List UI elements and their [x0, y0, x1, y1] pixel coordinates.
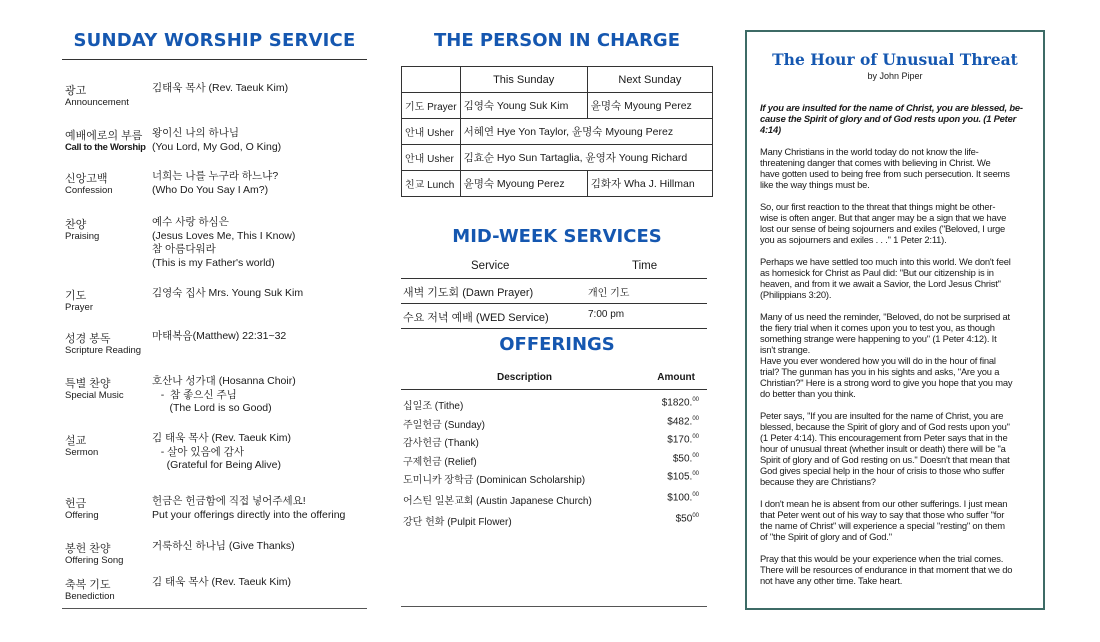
article-paragraph-line: threatening danger that comes with believing in Christ. We — [760, 157, 991, 168]
offerings-table — [401, 367, 707, 530]
midweek-title: MID-WEEK SERVICES — [452, 226, 662, 247]
worship-item-en: Prayer — [65, 302, 93, 313]
charge-role: 안내 Usher — [402, 119, 461, 145]
offerings-rows — [401, 390, 707, 530]
article-quote-line: 4:14) — [760, 124, 781, 135]
worship-item-en: Confession — [65, 185, 113, 196]
charge-col-next: Next Sunday — [587, 67, 712, 93]
article-paragraph-line: Perhaps we have settled too much into this world. We don't feel — [760, 256, 1011, 267]
offering-amount-cents: 00 — [692, 491, 699, 498]
offering-amount-main: $50 — [675, 513, 693, 525]
worship-item-detail-line: - 살아 있음에 감사 — [152, 445, 245, 458]
offerings-title: OFFERINGS — [499, 334, 615, 355]
worship-item-detail-line: (Jesus Loves Me, This I Know) — [152, 229, 296, 242]
midweek-col-time: Time — [632, 260, 658, 272]
article-paragraph-line: you as sojourners and exiles . . ." 1 Peter 2:11). — [760, 234, 947, 245]
worship-item-detail-line: 거룩하신 하나님 (Give Thanks) — [152, 540, 295, 552]
offering-amount — [667, 471, 699, 482]
worship-item-detail-line: 김태욱 목사 (Rev. Taeuk Kim) — [152, 82, 289, 94]
worship-item-en: Special Music — [65, 390, 124, 401]
worship-item-detail-line: 왕이신 나의 하나님 — [152, 127, 239, 139]
charge-this: 김영숙 Young Suk Kim — [460, 93, 587, 119]
article-paragraph-line: God gives special help in the hour of crisis to those who suffer — [760, 465, 1005, 476]
worship-item-en: Offering — [65, 510, 99, 521]
worship-item-en: Offering Song — [65, 555, 124, 566]
worship-item-detail — [152, 540, 295, 554]
offering-row — [401, 451, 707, 470]
worship-item-detail — [152, 216, 295, 270]
worship-item-detail-line: 김 태욱 목사 (Rev. Taeuk Kim) — [152, 576, 292, 588]
worship-item-detail — [152, 432, 291, 473]
offering-amount — [662, 397, 699, 408]
worship-item-detail-line: (Grateful for Being Alive) — [152, 459, 281, 471]
charge-row — [402, 93, 713, 119]
midweek-col-service: Service — [471, 260, 510, 272]
offering-row — [401, 432, 707, 451]
worship-item-ko: 광고 — [65, 85, 87, 97]
offering-amount-cents: 00 — [692, 397, 699, 403]
article-paragraph — [760, 201, 1042, 245]
article-paragraph — [760, 410, 1042, 487]
offering-amount-main: $482. — [667, 415, 693, 427]
offering-amount-main: $100. — [667, 491, 693, 503]
worship-item-detail-line: (You Lord, My God, O King) — [152, 140, 282, 153]
article-paragraph-line: that Peter went out of his way to say that those who suffer "for — [760, 509, 1005, 520]
article-paragraph-line: the fiery trial when it comes upon you to test you, as though — [760, 322, 995, 333]
charge-role: 친교 Lunch — [402, 171, 461, 197]
article-paragraph-line: I don't mean he is absent from our other sufferings. I just mean — [760, 498, 1008, 509]
offering-row — [401, 395, 707, 414]
worship-item-ko: 찬양 — [65, 219, 87, 231]
article-paragraph-line: So, our first reaction to the threat that things might be other- — [760, 201, 996, 212]
offering-desc: 도미니카 장학금 (Dominican Scholarship) — [403, 475, 586, 486]
worship-item-ko: 봉헌 찬양 — [65, 543, 111, 555]
midweek-row — [401, 304, 707, 329]
offering-amount-cents: 00 — [692, 513, 699, 519]
article-paragraph-line: Peter says, "If you are insulted for the name of Christ, you are — [760, 410, 1004, 421]
midweek-service: 수요 저녁 예배 (WED Service) — [403, 312, 549, 324]
offering-amount-cents: 00 — [692, 471, 699, 477]
article-paragraph-line: (Philippians 3:20). — [760, 289, 832, 300]
offering-desc: 감사헌금 (Thank) — [403, 438, 479, 449]
article-paragraph — [760, 498, 1042, 542]
offering-amount-main: $50. — [672, 452, 693, 464]
charge-role: 기도 Prayer — [402, 93, 461, 119]
middle-bottom-rule — [401, 606, 707, 607]
midweek-time: 7:00 pm — [588, 309, 625, 320]
charge-row — [402, 119, 713, 145]
offering-amount — [667, 416, 699, 427]
offering-amount-main: $170. — [667, 434, 693, 446]
worship-item-detail — [152, 330, 286, 344]
article-paragraph-line: heaven, and from it we await a Savior, the Lord Jesus Christ" — [760, 278, 1001, 289]
article-quote — [760, 102, 1042, 135]
midweek-time: 개인 기도 — [588, 288, 630, 299]
worship-item-ko: 성경 봉독 — [65, 333, 111, 345]
worship-item-ko: 특별 찬양 — [65, 378, 111, 390]
offering-desc: 강단 헌화 (Pulpit Flower) — [403, 517, 512, 528]
article-paragraph-line: Christian?" Here is a strong word to give you hope that you may — [760, 377, 1013, 388]
article-paragraph-line: Pray that this would be your experience when the trial comes. — [760, 553, 1004, 564]
person-in-charge-table — [401, 66, 713, 197]
article-quote-line: cause the Spirit of glory and of God rests upon you. (1 Peter — [760, 113, 1017, 124]
article-paragraph-line: as homesick for Christ as Paul did: "But our citizenship is in — [760, 267, 994, 278]
offering-desc: 주일헌금 (Sunday) — [403, 419, 485, 431]
article-paragraph-line: the name of Christ" will experience a special "resting" on them — [760, 520, 1005, 531]
worship-item-ko: 헌금 — [65, 498, 87, 510]
article-paragraph-line: There will be resources of endurance in that moment that we do — [760, 564, 1013, 575]
worship-bottom-rule — [62, 608, 367, 609]
charge-this: 김효순 Hyo Sun Tartaglia, 윤영자 Young Richard — [460, 145, 712, 171]
offering-row — [401, 469, 707, 488]
article-paragraph-line: hour of unusual threat (whether insult or death) there will be "a — [760, 443, 1006, 454]
offerings-col-desc: Description — [497, 372, 553, 383]
worship-item-detail-line: 예수 사랑 하심은 — [152, 216, 229, 228]
charge-header-empty — [402, 67, 461, 93]
article-paragraph-line: (1 Peter 4:14). This encouragement from Peter says that in the — [760, 432, 1008, 443]
offering-desc: 십일조 (Tithe) — [403, 401, 464, 412]
offering-amount-cents: 00 — [692, 434, 699, 440]
article-paragraph — [760, 355, 1042, 399]
charge-role: 안내 Usher — [402, 145, 461, 171]
offering-desc: 구제헌금 (Relief) — [403, 456, 477, 468]
worship-item-detail — [152, 127, 281, 154]
article-paragraph-line: Many of us need the reminder, "Beloved, do not be surprised at — [760, 311, 1010, 322]
article-paragraph-line: of "the Spirit of glory and of God." — [760, 531, 892, 542]
article-paragraph-line: wise is often anger. But that anger may be a sign that we have — [760, 212, 1007, 223]
worship-order-section — [62, 30, 367, 602]
offering-amount-cents: 00 — [692, 415, 699, 422]
worship-item-detail-line: (The Lord is so Good) — [152, 402, 272, 414]
article-box — [745, 30, 1045, 610]
worship-item-detail-line: Put your offerings directly into the offering — [152, 508, 346, 521]
worship-item-en: Sermon — [65, 447, 99, 458]
worship-item-detail-line: (Who Do You Say I Am?) — [152, 183, 269, 196]
article-quote-line: If you are insulted for the name of Christ, you are blessed, be- — [760, 102, 1023, 113]
article-paragraph-line: like the way things must be. — [760, 179, 870, 190]
offering-row — [401, 490, 707, 509]
article-byline: by John Piper — [867, 71, 923, 81]
worship-item-detail — [152, 495, 345, 522]
midweek-header-row — [401, 258, 707, 279]
worship-item-detail-line: 마태복음(Matthew) 22:31~32 — [152, 330, 287, 342]
offering-row — [401, 511, 707, 530]
worship-title: SUNDAY WORSHIP SERVICE — [73, 30, 356, 51]
article-paragraph-line: do better than you think. — [760, 388, 856, 399]
worship-item-en: Scripture Reading — [65, 345, 142, 356]
article-paragraph-line: because they are Christians? — [760, 476, 876, 487]
worship-item-en: Praising — [65, 231, 100, 242]
midweek-service: 새벽 기도회 (Dawn Prayer) — [403, 287, 534, 299]
worship-item-detail-line: 호산나 성가대 (Hosanna Choir) — [152, 375, 296, 387]
article-title: The Hour of Unusual Threat — [772, 50, 1018, 69]
charge-header-row — [402, 67, 713, 93]
article-paragraph-line: have gotten used to being free from such persecution. It seems — [760, 168, 1010, 179]
worship-item-detail-line: 참 아름다워라 — [152, 243, 216, 255]
worship-item-ko: 신앙고백 — [65, 173, 108, 185]
article-paragraph-line: isn't strange. — [760, 344, 811, 355]
charge-row — [402, 145, 713, 171]
offering-amount — [667, 434, 699, 445]
worship-item-detail — [152, 375, 296, 416]
charge-row — [402, 171, 713, 197]
middle-section — [401, 30, 713, 528]
article-paragraph-line: trial? The gunman has you in his sights and asks, "Are you a — [760, 366, 1000, 377]
charge-this: 서혜연 Hye Yon Taylor, 윤명숙 Myoung Perez — [460, 119, 712, 145]
offering-amount — [667, 492, 699, 503]
article-paragraph — [760, 553, 1042, 586]
worship-item-detail-line: - 참 좋으신 주님 — [152, 388, 237, 401]
worship-item-detail-line: 헌금은 헌금함에 직접 넣어주세요! — [152, 495, 306, 507]
offering-amount-main: $105. — [667, 471, 693, 483]
charge-next: 김화자 Wha J. Hillman — [587, 171, 712, 197]
article-body — [760, 102, 1042, 597]
offering-row — [401, 414, 707, 433]
worship-item-detail — [152, 170, 278, 197]
offerings-header-row — [401, 367, 707, 390]
article-paragraph-line: Spirit of glory and of God resting on us." Doesn't that mean that — [760, 454, 1010, 465]
worship-item-detail — [152, 82, 288, 96]
offering-desc: 어스틴 일본교회 (Austin Japanese Church) — [403, 495, 592, 507]
charge-title: THE PERSON IN CHARGE — [433, 30, 680, 51]
worship-item-en: Call to the Worship — [65, 142, 146, 153]
charge-next: 윤명숙 Myoung Perez — [587, 93, 712, 119]
midweek-table — [401, 258, 707, 329]
worship-item-ko: 기도 — [65, 290, 87, 302]
worship-item-ko: 예배에로의 부름 — [65, 130, 143, 142]
offering-amount — [673, 453, 699, 464]
article-paragraph-line: blessed, because the Spirit of glory and of God rests upon you" — [760, 421, 1010, 432]
offering-amount — [676, 513, 699, 524]
offering-amount-cents: 00 — [692, 452, 699, 459]
offering-amount-main: $1820. — [661, 397, 693, 409]
article-paragraph-line: something strange were happening to you" (1 Peter 4:12). It — [760, 333, 997, 344]
worship-item-ko: 축복 기도 — [65, 579, 111, 591]
offerings-col-amount: Amount — [657, 372, 695, 383]
article-paragraph-line: Many Christians in the world today do not know the life- — [760, 146, 979, 157]
worship-item-detail-line: (This is my Father's world) — [152, 256, 275, 269]
article-paragraph-line: lost our sense of being sojourners and exiles ("Beloved, I urge — [760, 223, 1006, 234]
worship-item-detail — [152, 287, 303, 301]
worship-item-detail-line: 너희는 나를 누구라 하느냐? — [152, 170, 279, 182]
charge-this: 윤명숙 Myoung Perez — [460, 171, 587, 197]
article-paragraph-line: Have you ever wondered how you will do in the hour of final — [760, 355, 996, 366]
article-paragraph — [760, 256, 1042, 300]
charge-col-this: This Sunday — [460, 67, 587, 93]
midweek-row — [401, 279, 707, 304]
worship-item-ko: 설교 — [65, 435, 87, 447]
worship-item-en: Announcement — [65, 97, 129, 108]
worship-title-rule — [62, 59, 367, 60]
article-paragraph — [760, 311, 1042, 355]
article-paragraph — [760, 146, 1042, 190]
worship-item-en: Benediction — [65, 591, 115, 602]
worship-item-detail-line: 김 태욱 목사 (Rev. Taeuk Kim) — [152, 432, 292, 444]
worship-item-detail — [152, 576, 291, 590]
worship-item-detail-line: 김영숙 집사 Mrs. Young Suk Kim — [152, 287, 304, 299]
article-paragraph-line: not have any other time. Take heart. — [760, 575, 903, 586]
